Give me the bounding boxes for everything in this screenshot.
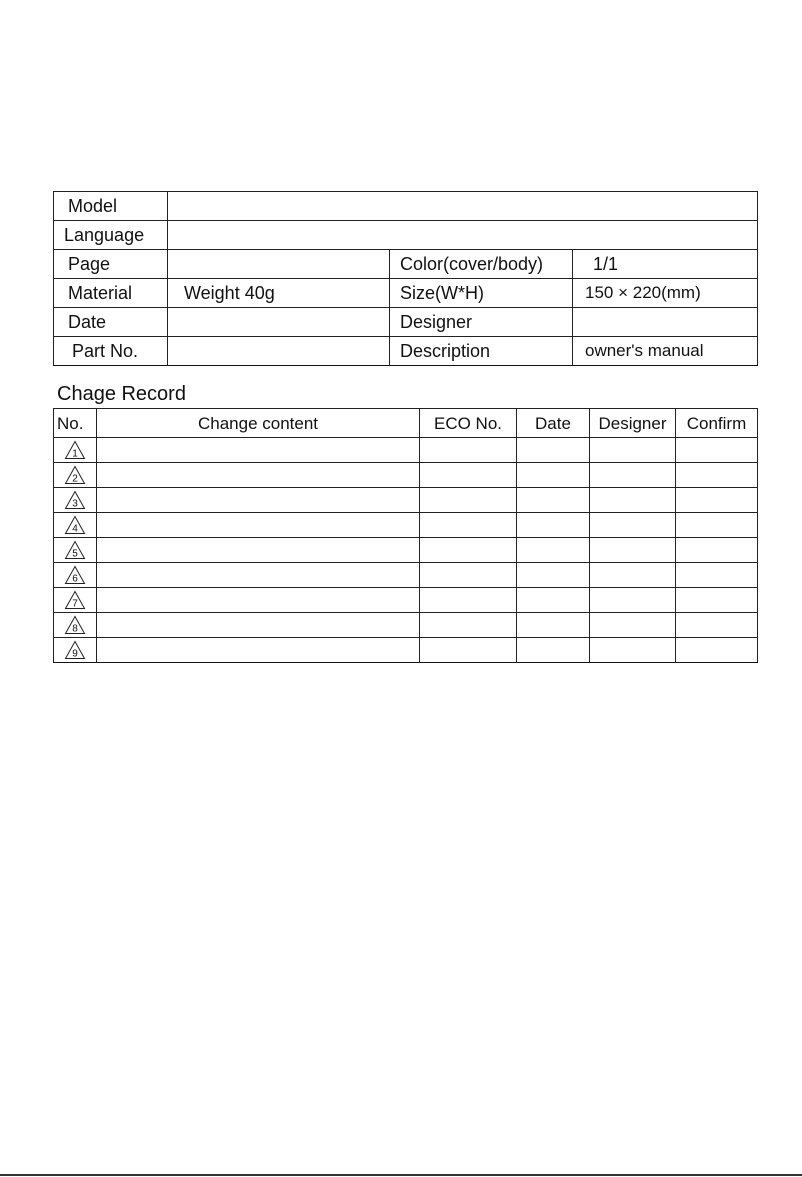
table-row (54, 438, 758, 463)
color-value: 1/1 (573, 250, 758, 279)
table-row (54, 538, 758, 563)
record-cell-date (517, 538, 590, 563)
material-label: Material (54, 279, 168, 308)
date-row (54, 308, 758, 337)
revision-number: 9 (72, 648, 78, 660)
bottom-rule (0, 1174, 802, 1176)
record-cell-confirm (676, 488, 758, 513)
record-cell-eco (420, 463, 517, 488)
record-cell-date (517, 463, 590, 488)
record-cell-eco (420, 438, 517, 463)
record-cell-content (97, 513, 420, 538)
record-cell-designer (590, 638, 676, 663)
language-row (54, 221, 758, 250)
record-cell-content (97, 438, 420, 463)
record-cell-designer (590, 463, 676, 488)
revision-number: 7 (72, 598, 78, 610)
designer-label: Designer (390, 308, 573, 337)
record-cell-content (97, 538, 420, 563)
language-label: Language (54, 221, 168, 250)
record-cell-confirm (676, 563, 758, 588)
color-label: Color(cover/body) (390, 250, 573, 279)
revision-cell (54, 538, 97, 563)
record-cell-confirm (676, 638, 758, 663)
record-cell-eco (420, 488, 517, 513)
header-no: No. (54, 409, 97, 438)
model-label: Model (54, 192, 168, 221)
record-cell-date (517, 588, 590, 613)
revision-cell (54, 463, 97, 488)
revision-triangle-icon (64, 440, 86, 460)
record-cell-designer (590, 513, 676, 538)
model-row (54, 192, 758, 221)
revision-triangle-icon (64, 490, 86, 510)
revision-triangle-icon (64, 465, 86, 485)
record-cell-date (517, 488, 590, 513)
revision-number: 5 (72, 548, 78, 560)
revision-number: 3 (72, 498, 78, 510)
model-value (168, 192, 758, 221)
record-cell-designer (590, 563, 676, 588)
record-cell-designer (590, 613, 676, 638)
change-record-title: Chage Record (57, 383, 186, 405)
record-cell-eco (420, 588, 517, 613)
record-cell-designer (590, 538, 676, 563)
change-record-table (53, 408, 758, 663)
change-record-header-row (54, 409, 758, 438)
record-cell-confirm (676, 613, 758, 638)
table-row (54, 588, 758, 613)
header-designer: Designer (590, 409, 676, 438)
header-eco-no: ECO No. (420, 409, 517, 438)
date-label: Date (54, 308, 168, 337)
revision-number: 2 (72, 473, 78, 485)
record-cell-confirm (676, 538, 758, 563)
part-no-row (54, 337, 758, 366)
revision-number: 8 (72, 623, 78, 635)
record-cell-content (97, 613, 420, 638)
revision-cell (54, 513, 97, 538)
revision-cell (54, 438, 97, 463)
record-cell-confirm (676, 463, 758, 488)
record-cell-designer (590, 588, 676, 613)
record-cell-eco (420, 513, 517, 538)
revision-number: 4 (72, 523, 78, 535)
page-value (168, 250, 390, 279)
revision-triangle-icon (64, 540, 86, 560)
record-cell-date (517, 563, 590, 588)
page-row (54, 250, 758, 279)
header-change-content: Change content (97, 409, 420, 438)
record-cell-designer (590, 438, 676, 463)
record-cell-date (517, 438, 590, 463)
language-value (168, 221, 758, 250)
table-row (54, 488, 758, 513)
revision-triangle-icon (64, 615, 86, 635)
material-row (54, 279, 758, 308)
record-cell-eco (420, 563, 517, 588)
record-cell-content (97, 563, 420, 588)
record-cell-content (97, 463, 420, 488)
revision-cell (54, 563, 97, 588)
revision-cell (54, 488, 97, 513)
revision-cell (54, 613, 97, 638)
record-cell-confirm (676, 513, 758, 538)
record-cell-eco (420, 613, 517, 638)
revision-triangle-icon (64, 565, 86, 585)
header-date: Date (517, 409, 590, 438)
revision-number: 6 (72, 573, 78, 585)
record-cell-eco (420, 538, 517, 563)
description-value: owner's manual (573, 337, 758, 366)
record-cell-designer (590, 488, 676, 513)
description-label: Description (390, 337, 573, 366)
part-no-value (168, 337, 390, 366)
material-value: Weight 40g (168, 279, 390, 308)
table-row (54, 613, 758, 638)
revision-triangle-icon (64, 590, 86, 610)
revision-number: 1 (72, 448, 78, 460)
page-label: Page (54, 250, 168, 279)
revision-cell (54, 638, 97, 663)
header-confirm: Confirm (676, 409, 758, 438)
revision-triangle-icon (64, 640, 86, 660)
record-cell-date (517, 513, 590, 538)
record-cell-confirm (676, 438, 758, 463)
record-cell-date (517, 613, 590, 638)
record-cell-eco (420, 638, 517, 663)
record-cell-content (97, 588, 420, 613)
table-row (54, 513, 758, 538)
spec-table (53, 191, 758, 366)
record-cell-date (517, 638, 590, 663)
date-value (168, 308, 390, 337)
size-value: 150 × 220(mm) (573, 279, 758, 308)
table-row (54, 638, 758, 663)
revision-cell (54, 588, 97, 613)
table-row (54, 463, 758, 488)
revision-triangle-icon (64, 515, 86, 535)
record-cell-confirm (676, 588, 758, 613)
record-cell-content (97, 488, 420, 513)
part-no-label: Part No. (54, 337, 168, 366)
table-row (54, 563, 758, 588)
size-label: Size(W*H) (390, 279, 573, 308)
designer-value (573, 308, 758, 337)
record-cell-content (97, 638, 420, 663)
